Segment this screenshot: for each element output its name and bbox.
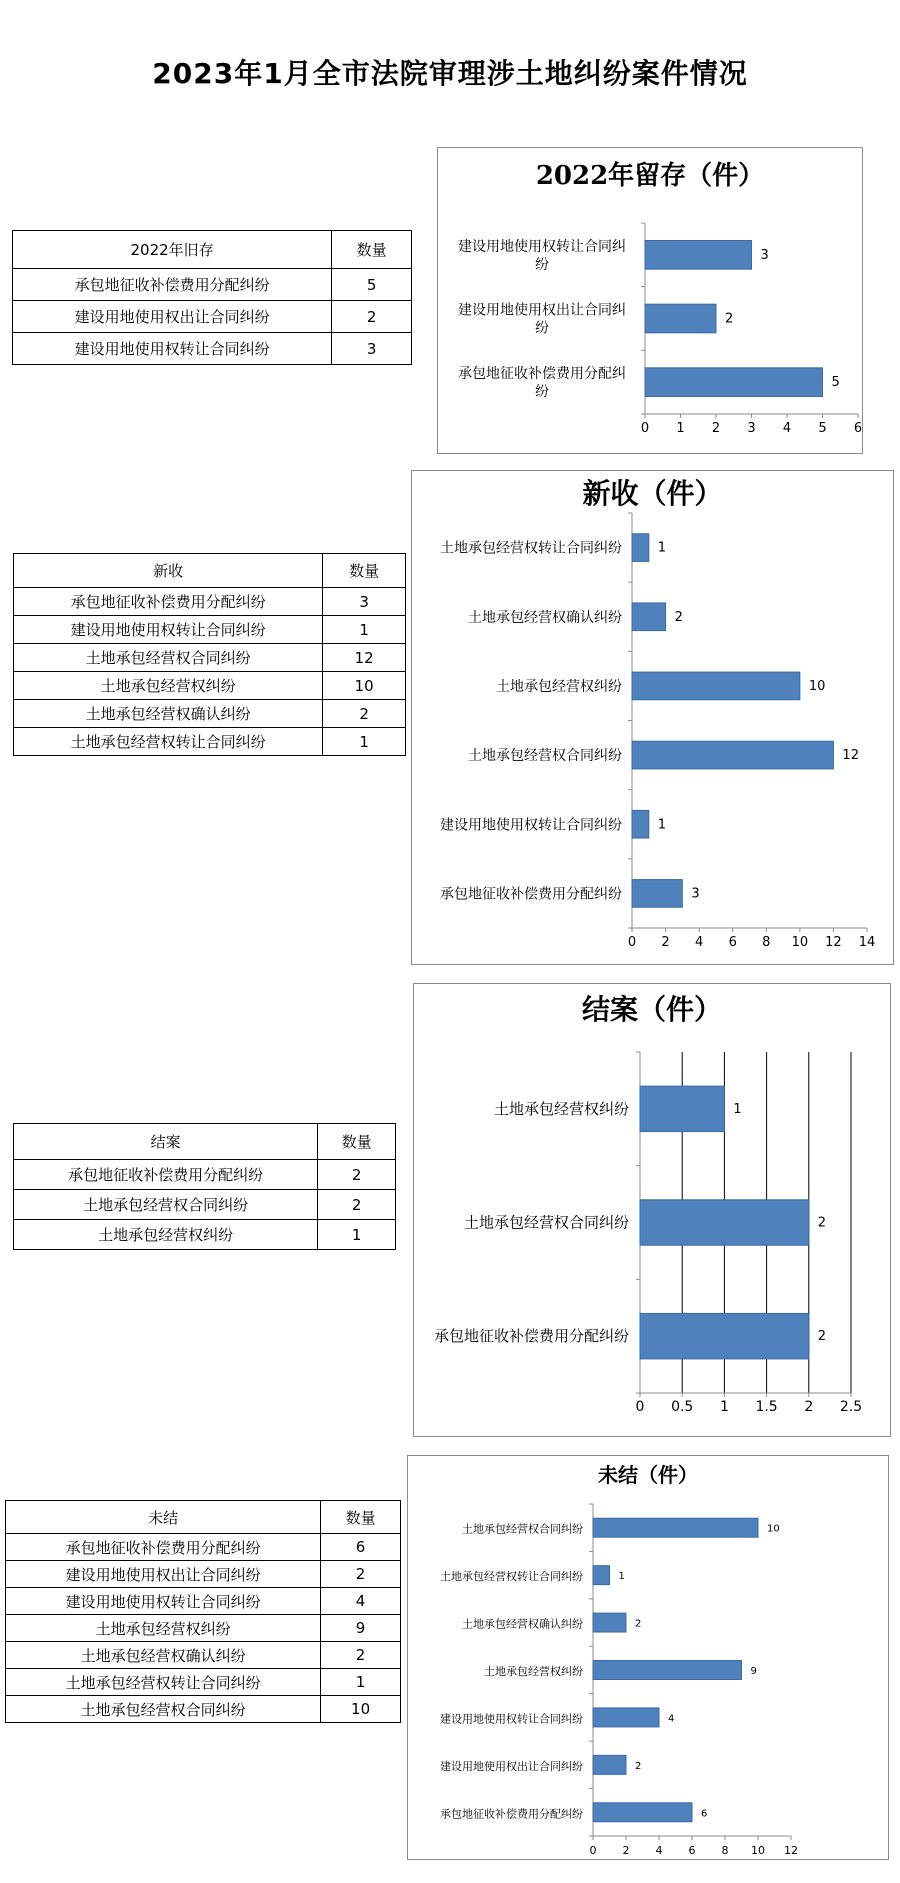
x-tick-label: 3 xyxy=(747,421,756,436)
row-category-cell: 土地承包经营权合同纠纷 xyxy=(6,1696,321,1723)
category-label: 土地承包经营权合同纠纷 xyxy=(463,1213,629,1232)
bar-value-label: 10 xyxy=(808,678,826,694)
x-tick-label: 2 xyxy=(622,1844,630,1857)
table-row xyxy=(13,333,412,365)
x-tick-label: 8 xyxy=(721,1844,729,1857)
bar-value-label: 2 xyxy=(635,1760,642,1772)
bar-value-label: 5 xyxy=(831,375,840,391)
bar xyxy=(640,1313,809,1358)
chart-closed-cases xyxy=(414,984,890,1436)
bar-value-label: 9 xyxy=(750,1666,757,1677)
row-category-cell: 建设用地使用权出让合同纠纷 xyxy=(13,301,332,333)
table-header-cell: 数量 xyxy=(323,554,406,588)
table-row xyxy=(14,644,406,672)
chart-title: 未结（件） xyxy=(598,1463,698,1487)
row-category-cell: 承包地征收补偿费用分配纠纷 xyxy=(13,269,332,301)
table-row xyxy=(6,1669,401,1696)
x-tick-label: 0 xyxy=(635,1399,645,1415)
table-new-cases xyxy=(13,553,406,756)
table-row xyxy=(14,1190,396,1220)
x-tick-label: 8 xyxy=(762,935,771,950)
table-header-cell: 数量 xyxy=(332,231,412,269)
category-label: 建设用地使用权出让合同纠纷 xyxy=(458,302,626,337)
table-header-cell: 数量 xyxy=(318,1124,396,1160)
bar xyxy=(632,880,682,908)
row-category-cell: 承包地征收补偿费用分配纠纷 xyxy=(6,1534,321,1561)
bar xyxy=(632,603,666,631)
category-label: 建设用地使用权转让合同纠纷 xyxy=(458,238,626,273)
page-title: 2023年1月全市法院审理涉土地纠纷案件情况 xyxy=(152,57,748,90)
table-header-row xyxy=(13,231,412,269)
bar xyxy=(632,741,833,769)
x-tick-label: 0 xyxy=(640,421,650,436)
bar-value-label: 12 xyxy=(842,748,859,764)
table-header-cell: 结案 xyxy=(14,1124,318,1160)
row-count-cell: 2 xyxy=(321,1561,401,1588)
table-header-row xyxy=(14,1124,396,1160)
bar-value-label: 3 xyxy=(691,886,700,902)
category-label: 土地承包经营权确认纠纷 xyxy=(462,1617,583,1631)
x-tick-label: 4 xyxy=(655,1844,663,1857)
row-category-cell: 土地承包经营权纠纷 xyxy=(14,1220,318,1250)
bar-value-label: 2 xyxy=(725,311,734,327)
x-tick-label: 10 xyxy=(751,1844,765,1857)
table-header-cell: 2022年旧存 xyxy=(13,231,332,269)
bar xyxy=(645,368,823,397)
table-header-row xyxy=(14,554,406,588)
row-count-cell: 1 xyxy=(321,1669,401,1696)
row-count-cell: 2 xyxy=(321,1642,401,1669)
chart-title: 2022年留存（件） xyxy=(535,161,765,191)
row-count-cell: 3 xyxy=(323,588,406,616)
table-row xyxy=(6,1642,401,1669)
table-row xyxy=(14,728,406,756)
x-tick-label: 1 xyxy=(676,421,685,436)
row-count-cell: 6 xyxy=(321,1534,401,1561)
row-count-cell: 2 xyxy=(318,1190,396,1220)
category-label: 土地承包经营权转让合同纠纷 xyxy=(440,1570,583,1584)
table-header-row xyxy=(6,1501,401,1534)
chart-title: 结案（件） xyxy=(581,993,723,1026)
bar xyxy=(632,672,800,700)
x-tick-label: 14 xyxy=(858,935,876,950)
category-label: 土地承包经营权转让合同纠纷 xyxy=(440,540,622,557)
category-label: 承包地征收补偿费用分配纠纷 xyxy=(440,1807,583,1821)
table-row xyxy=(14,672,406,700)
row-count-cell: 1 xyxy=(323,728,406,756)
bar-value-label: 1 xyxy=(733,1101,742,1117)
row-count-cell: 2 xyxy=(332,301,412,333)
row-count-cell: 5 xyxy=(332,269,412,301)
category-label: 土地承包经营权纠纷 xyxy=(496,678,622,695)
row-count-cell: 2 xyxy=(318,1160,396,1190)
category-label: 土地承包经营权确认纠纷 xyxy=(468,609,622,626)
row-category-cell: 承包地征收补偿费用分配纠纷 xyxy=(14,1160,318,1190)
row-count-cell: 4 xyxy=(321,1588,401,1615)
x-tick-label: 6 xyxy=(688,1844,696,1857)
chart-title: 新收（件） xyxy=(582,477,723,510)
x-tick-label: 1 xyxy=(719,1399,729,1415)
chart-panel-pending-cases xyxy=(407,1455,889,1860)
table-row xyxy=(6,1534,401,1561)
category-label: 土地承包经营权纠纷 xyxy=(484,1665,583,1678)
category-label: 土地承包经营权合同纠纷 xyxy=(468,748,622,765)
table-row xyxy=(14,616,406,644)
x-tick-label: 0 xyxy=(589,1844,597,1857)
category-label: 建设用地使用权转让合同纠纷 xyxy=(440,817,622,834)
x-tick-label: 0 xyxy=(627,935,637,950)
chart-2022-carryover xyxy=(438,148,862,453)
bar xyxy=(645,304,716,333)
table-row xyxy=(14,588,406,616)
row-category-cell: 建设用地使用权转让合同纠纷 xyxy=(6,1588,321,1615)
bar-value-label: 2 xyxy=(817,1329,827,1345)
bar xyxy=(632,810,649,838)
row-category-cell: 土地承包经营权合同纠纷 xyxy=(14,644,323,672)
chart-pending-cases xyxy=(408,1456,888,1859)
x-tick-label: 4 xyxy=(695,935,704,950)
x-tick-label: 12 xyxy=(784,1844,798,1857)
x-tick-label: 2 xyxy=(804,1399,814,1415)
table-2022-carryover xyxy=(12,230,412,365)
x-tick-label: 6 xyxy=(728,935,737,950)
row-category-cell: 土地承包经营权确认纠纷 xyxy=(6,1642,321,1669)
bar xyxy=(593,1566,610,1585)
row-count-cell: 1 xyxy=(323,616,406,644)
row-category-cell: 承包地征收补偿费用分配纠纷 xyxy=(14,588,323,616)
row-count-cell: 3 xyxy=(332,333,412,365)
row-category-cell: 土地承包经营权转让合同纠纷 xyxy=(6,1669,321,1696)
bar-value-label: 2 xyxy=(635,1618,642,1630)
table-row xyxy=(13,301,412,333)
bar xyxy=(593,1613,626,1632)
bar-value-label: 2 xyxy=(674,609,683,625)
row-category-cell: 土地承包经营权确认纠纷 xyxy=(14,700,323,728)
bar-value-label: 4 xyxy=(668,1713,675,1725)
row-category-cell: 土地承包经营权转让合同纠纷 xyxy=(14,728,323,756)
bar xyxy=(640,1200,809,1245)
table-row xyxy=(6,1615,401,1642)
chart-panel-new-cases xyxy=(411,470,894,965)
bar xyxy=(593,1518,758,1537)
category-label: 承包地征收补偿费用分配纠纷 xyxy=(458,366,626,401)
bar-value-label: 3 xyxy=(760,247,769,263)
table-header-cell: 未结 xyxy=(6,1501,321,1534)
row-category-cell: 土地承包经营权合同纠纷 xyxy=(14,1190,318,1220)
row-count-cell: 12 xyxy=(323,644,406,672)
table-header-cell: 数量 xyxy=(321,1501,401,1534)
bar xyxy=(593,1708,659,1727)
table-closed-cases xyxy=(13,1123,396,1250)
row-count-cell: 1 xyxy=(318,1220,396,1250)
x-tick-label: 10 xyxy=(791,935,809,950)
row-category-cell: 建设用地使用权出让合同纠纷 xyxy=(6,1561,321,1588)
row-count-cell: 9 xyxy=(321,1615,401,1642)
table-row xyxy=(13,269,412,301)
table-row xyxy=(14,1220,396,1250)
bar xyxy=(645,241,752,270)
table-pending-cases xyxy=(5,1500,401,1723)
bar xyxy=(593,1661,742,1680)
x-tick-label: 2.5 xyxy=(839,1399,863,1415)
bar-value-label: 1 xyxy=(618,1571,625,1583)
chart-new-cases xyxy=(412,471,893,964)
bar xyxy=(632,534,649,562)
table-row xyxy=(14,700,406,728)
row-category-cell: 土地承包经营权纠纷 xyxy=(14,672,323,700)
bar xyxy=(640,1086,724,1131)
x-tick-label: 5 xyxy=(818,421,827,436)
category-label: 建设用地使用权转让合同纠纷 xyxy=(440,1712,583,1726)
table-row xyxy=(6,1588,401,1615)
bar xyxy=(593,1803,692,1822)
category-label: 承包地征收补偿费用分配纠纷 xyxy=(440,886,622,903)
bar-value-label: 1 xyxy=(657,540,667,556)
bar-value-label: 10 xyxy=(767,1523,780,1535)
chart-panel-closed-cases xyxy=(413,983,891,1437)
x-tick-label: 1.5 xyxy=(755,1399,778,1415)
x-tick-label: 6 xyxy=(853,421,862,436)
x-tick-label: 0.5 xyxy=(671,1399,694,1415)
row-count-cell: 10 xyxy=(323,672,406,700)
table-row xyxy=(14,1160,396,1190)
row-category-cell: 建设用地使用权转让合同纠纷 xyxy=(13,333,332,365)
x-tick-label: 12 xyxy=(825,935,842,950)
category-label: 建设用地使用权出让合同纠纷 xyxy=(440,1759,583,1773)
row-category-cell: 建设用地使用权转让合同纠纷 xyxy=(14,616,323,644)
bar-value-label: 1 xyxy=(657,817,667,833)
bar xyxy=(593,1755,626,1774)
category-label: 土地承包经营权合同纠纷 xyxy=(462,1522,583,1536)
row-count-cell: 10 xyxy=(321,1696,401,1723)
bar-value-label: 2 xyxy=(817,1215,827,1231)
table-row xyxy=(6,1561,401,1588)
x-tick-label: 2 xyxy=(711,421,721,436)
category-label: 承包地征收补偿费用分配纠纷 xyxy=(433,1327,629,1346)
chart-panel-2022-carryover xyxy=(437,147,863,454)
row-count-cell: 2 xyxy=(323,700,406,728)
table-header-cell: 新收 xyxy=(14,554,323,588)
x-tick-label: 4 xyxy=(782,421,792,436)
row-category-cell: 土地承包经营权纠纷 xyxy=(6,1615,321,1642)
bar-value-label: 6 xyxy=(701,1808,708,1820)
table-row xyxy=(6,1696,401,1723)
category-label: 土地承包经营权纠纷 xyxy=(493,1099,629,1118)
x-tick-label: 2 xyxy=(661,935,670,950)
